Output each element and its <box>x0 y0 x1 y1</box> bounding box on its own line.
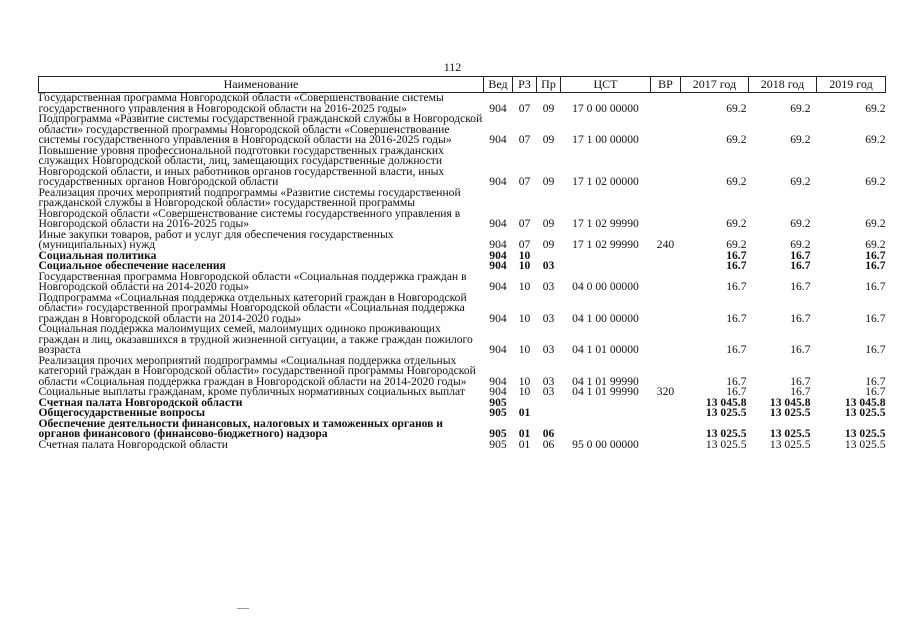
cell-pr <box>537 398 561 409</box>
table-row <box>39 356 886 388</box>
cell-2019: 16.7 <box>865 385 886 398</box>
col-header-pr: Пр <box>537 77 561 93</box>
col-header-name: Наименование <box>39 77 484 93</box>
cell-pr <box>537 408 561 419</box>
cell-vr <box>651 146 681 188</box>
cell-rz: 01 <box>518 427 531 440</box>
cell-name: Счетная палата Новгородской области <box>38 395 243 409</box>
table-row <box>39 188 886 230</box>
cell-2018: 16.7 <box>790 385 811 398</box>
cell-2019: 16.7 <box>865 374 886 388</box>
cell-2018: 16.7 <box>790 311 811 325</box>
cell-ved: 905 <box>489 395 507 409</box>
cell-2019: 16.7 <box>865 280 886 293</box>
cell-name: Счетная палата Новгородской области <box>38 437 228 451</box>
cell-cst: 17 1 02 99990 <box>572 238 639 251</box>
cell-pr: 09 <box>542 217 555 230</box>
table-row <box>39 93 886 115</box>
table-row <box>39 419 886 440</box>
cell-ved: 904 <box>489 217 507 230</box>
cell-pr: 03 <box>542 259 555 272</box>
table-row <box>39 146 886 188</box>
cell-pr: 06 <box>542 437 555 451</box>
cell-2017: 69.2 <box>726 238 747 251</box>
cell-rz: 10 <box>518 311 531 325</box>
cell-name: Государственная программа Новгородской области «Социальная поддержка граждан в Новгородской области на 2014-2020 годы» <box>38 269 467 293</box>
cell-2019: 69.2 <box>865 238 886 251</box>
page-number: 112 <box>443 60 462 74</box>
budget-table <box>38 76 886 450</box>
cell-rz: 07 <box>518 101 531 115</box>
cell-pr: 09 <box>542 238 555 251</box>
cell-cst: 04 1 01 99990 <box>572 374 639 388</box>
cell-2017: 13 045.8 <box>705 395 747 409</box>
cell-pr: 09 <box>542 101 555 115</box>
cell-2018: 16.7 <box>790 259 811 272</box>
cell-cst: 17 1 00 00000 <box>572 133 639 146</box>
cell-2018: 13 025.5 <box>769 437 811 451</box>
cell-name: Социальные выплаты гражданам, кроме публичных нормативных социальных выплат <box>38 385 465 398</box>
cell-2019: 13 045.8 <box>844 395 886 409</box>
table-row <box>39 324 886 356</box>
cell-rz: 10 <box>518 248 531 262</box>
cell-pr: 09 <box>542 133 555 146</box>
table-row <box>39 272 886 293</box>
cell-2018: 69.2 <box>790 238 811 251</box>
cell-2019: 69.2 <box>865 175 886 188</box>
cell-vr <box>651 272 681 293</box>
cell-vr: 240 <box>656 238 675 251</box>
cell-vr <box>651 114 681 146</box>
cell-ved: 904 <box>489 101 507 115</box>
cell-rz: 10 <box>518 343 531 356</box>
cell-ved: 905 <box>489 427 507 440</box>
cell-pr: 09 <box>542 175 555 188</box>
cell-vr <box>651 293 681 325</box>
col-header-vr: ВР <box>651 77 681 93</box>
cell-pr: 03 <box>542 343 555 356</box>
cell-rz: 10 <box>518 259 531 272</box>
cell-name: Общегосударственные вопросы <box>38 406 205 419</box>
table-row <box>39 440 886 451</box>
col-header-ved: Вед <box>484 77 513 93</box>
cell-pr: 03 <box>542 280 555 293</box>
cell-vr <box>651 324 681 356</box>
cell-2019: 16.7 <box>865 259 886 272</box>
cell-2018: 16.7 <box>790 374 811 388</box>
cell-cst: 17 0 00 00000 <box>572 101 639 115</box>
cell-2019: 69.2 <box>865 133 886 146</box>
cell-rz: 10 <box>518 385 531 398</box>
cell-cst: 04 0 00 00000 <box>572 280 639 293</box>
scan-mark <box>237 608 249 609</box>
table-body <box>39 93 886 451</box>
cell-2017: 16.7 <box>726 248 747 262</box>
cell-cst <box>561 419 651 440</box>
cell-2018: 13 045.8 <box>769 395 811 409</box>
cell-cst <box>561 261 651 272</box>
cell-name: Государственная программа Новгородской области «Совершенствование системы государственного управления в Новгородской области на 2016-2025 годы» <box>38 91 444 115</box>
cell-2018: 16.7 <box>790 248 811 262</box>
cell-cst: 04 1 00 00000 <box>572 311 639 325</box>
cell-rz: 01 <box>518 437 531 451</box>
cell-2017: 16.7 <box>726 343 747 356</box>
table-row <box>39 293 886 325</box>
cell-name: Иные закупки товаров, работ и услуг для обеспечения государственных (муниципальных) нужд <box>38 227 394 251</box>
cell-cst <box>561 408 651 419</box>
cell-rz: 07 <box>518 238 531 251</box>
table-row <box>39 114 886 146</box>
cell-name: Реализация прочих мероприятий подпрограммы «Социальная поддержка отдельных категорий граждан в Новгородской области» государственной программы Новгородской области «Социальная поддержка граждан в Новгородской области на 2014-2020 годы» <box>38 353 476 388</box>
cell-ved: 904 <box>489 238 507 251</box>
cell-vr <box>651 93 681 115</box>
cell-2019: 16.7 <box>865 311 886 325</box>
cell-ved: 904 <box>489 385 507 398</box>
cell-2017: 69.2 <box>726 217 747 230</box>
cell-vr <box>651 398 681 409</box>
cell-name: Обеспечение деятельности финансовых, налоговых и таможенных органов и органов финансового (финансово-бюджетного) надзора <box>38 416 443 440</box>
cell-2017: 16.7 <box>726 259 747 272</box>
cell-2018: 16.7 <box>790 343 811 356</box>
cell-2019: 69.2 <box>865 101 886 115</box>
cell-rz: 10 <box>518 374 531 388</box>
cell-ved: 905 <box>489 437 507 451</box>
cell-rz: 01 <box>518 406 531 419</box>
cell-ved: 904 <box>489 280 507 293</box>
cell-cst <box>561 251 651 262</box>
cell-name: Повышение уровня профессиональной подготовки государственных гражданских служащих Новгородской области, лиц, замещающих государственные должности Новгородской области, и иных работников органов государственной власти, иных государственных органов Новгородской области <box>38 143 445 188</box>
cell-name: Реализация прочих мероприятий подпрограммы «Развитие системы государственной гражданской службы в Новгородской области» государственной программы Новгородской области «Совершенствование системы государственного управления в Новгородской области на 2016-2025 годы» <box>38 185 461 230</box>
cell-ved: 904 <box>489 343 507 356</box>
cell-cst: 95 0 00 00000 <box>572 437 639 451</box>
cell-2019: 16.7 <box>865 343 886 356</box>
cell-2018: 69.2 <box>790 101 811 115</box>
cell-name: Подпрограмма «Социальная поддержка отдельных категорий граждан в Новгородской области» государственной программы Новгородской области «Социальная поддержка граждан в Новгородской области на 2014-2020 годы» <box>38 290 467 325</box>
cell-2019: 13 025.5 <box>844 427 886 440</box>
cell-ved: 904 <box>489 311 507 325</box>
cell-name: Социальная политика <box>38 248 157 262</box>
cell-2018: 13 025.5 <box>769 406 811 419</box>
cell-2019: 69.2 <box>865 217 886 230</box>
cell-2018: 69.2 <box>790 175 811 188</box>
cell-2017: 13 025.5 <box>705 427 747 440</box>
cell-2017: 13 025.5 <box>705 437 747 451</box>
cell-vr <box>651 440 681 451</box>
cell-cst: 17 1 02 00000 <box>572 175 639 188</box>
cell-2018: 69.2 <box>790 133 811 146</box>
cell-ved: 904 <box>489 374 507 388</box>
col-header-cst: ЦСТ <box>561 77 651 93</box>
cell-ved: 905 <box>489 406 507 419</box>
cell-pr: 03 <box>542 385 555 398</box>
cell-2019: 13 025.5 <box>844 437 886 451</box>
col-header-2017: 2017 год <box>681 77 749 93</box>
cell-cst <box>561 398 651 409</box>
cell-2018: 69.2 <box>790 217 811 230</box>
col-header-2019: 2019 год <box>817 77 886 93</box>
cell-2018: 16.7 <box>790 280 811 293</box>
cell-rz: 07 <box>518 133 531 146</box>
cell-pr: 06 <box>542 427 555 440</box>
cell-ved: 904 <box>489 133 507 146</box>
cell-cst: 04 1 01 00000 <box>572 343 639 356</box>
cell-pr: 03 <box>542 374 555 388</box>
cell-ved: 904 <box>489 259 507 272</box>
cell-vr <box>651 261 681 272</box>
cell-2017: 69.2 <box>726 101 747 115</box>
cell-2017: 16.7 <box>726 385 747 398</box>
cell-ved: 904 <box>489 248 507 262</box>
cell-vr <box>651 251 681 262</box>
cell-name: Подпрограмма «Развитие системы государственной гражданской службы в Новгородской области» государственной программы Новгородской области «Совершенствование системы государственного управления в Новгородской области на 2016-2025 годы» <box>38 112 483 146</box>
cell-rz: 07 <box>518 217 531 230</box>
cell-cst: 04 1 01 99990 <box>572 385 639 398</box>
col-header-2018: 2018 год <box>749 77 817 93</box>
cell-2017: 16.7 <box>726 374 747 388</box>
table-row <box>39 230 886 251</box>
cell-2018: 13 025.5 <box>769 427 811 440</box>
cell-vr: 320 <box>656 385 675 398</box>
cell-vr <box>651 188 681 230</box>
col-header-rz: РЗ <box>513 77 537 93</box>
cell-vr <box>651 356 681 388</box>
cell-2019: 16.7 <box>865 248 886 262</box>
cell-2017: 13 025.5 <box>705 406 747 419</box>
cell-rz: 10 <box>518 280 531 293</box>
cell-name: Социальное обеспечение населения <box>38 259 226 272</box>
cell-name: Социальная поддержка малоимущих семей, малоимущих одиноко проживающих граждан и лиц, оказавшихся в трудной жизненной ситуации, а также граждан пожилого возраста <box>38 322 473 356</box>
cell-2017: 16.7 <box>726 280 747 293</box>
cell-rz: 07 <box>518 175 531 188</box>
cell-2017: 69.2 <box>726 175 747 188</box>
cell-2019: 13 025.5 <box>844 406 886 419</box>
cell-vr <box>651 408 681 419</box>
cell-2017: 16.7 <box>726 311 747 325</box>
cell-ved: 904 <box>489 175 507 188</box>
cell-pr: 03 <box>542 311 555 325</box>
cell-2017: 69.2 <box>726 133 747 146</box>
cell-cst: 17 1 02 99990 <box>572 217 639 230</box>
cell-vr <box>651 419 681 440</box>
